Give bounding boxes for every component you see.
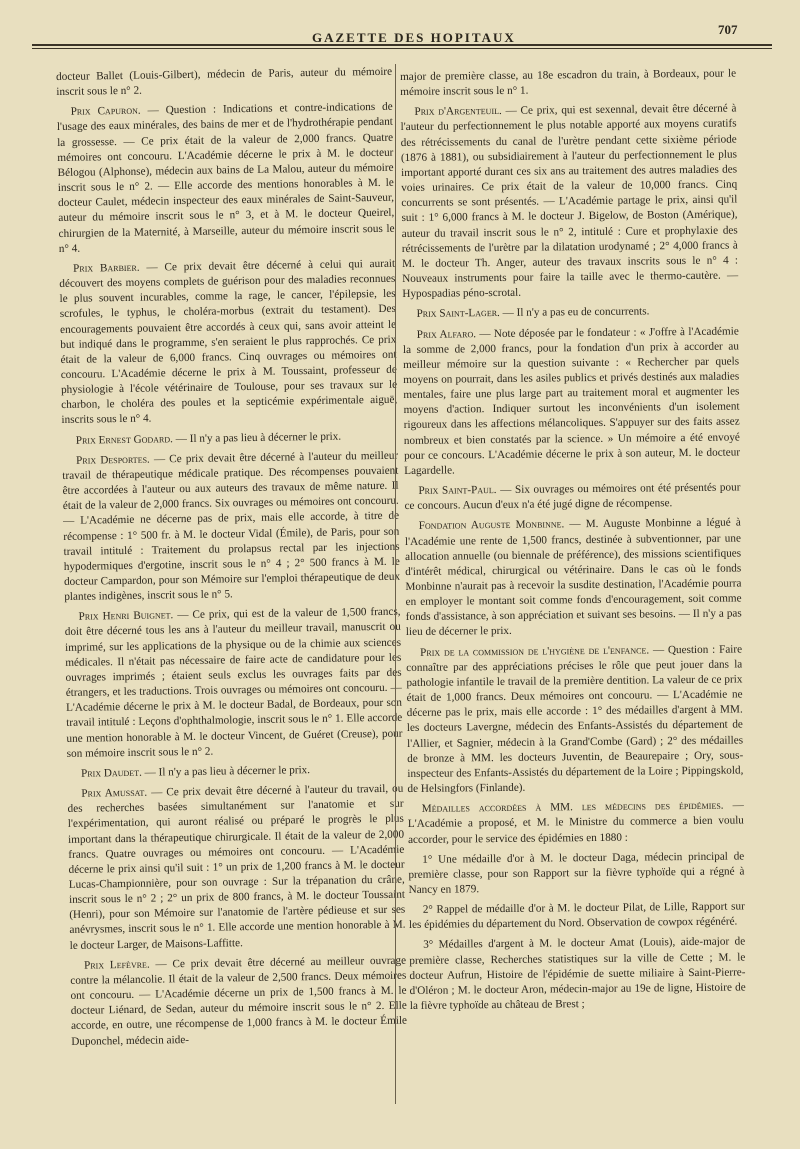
paragraph xyxy=(62,428,398,448)
paragraph xyxy=(57,100,395,257)
paragraph xyxy=(404,481,740,515)
paragraph-lead: Prix Lefèvre. xyxy=(83,958,150,972)
paragraph-text: — Il n'y a pas lieu à décerner le prix. xyxy=(144,763,311,779)
paragraph-lead: Prix Ernest Godard. xyxy=(75,432,173,447)
paragraph xyxy=(409,935,746,1014)
paragraph-text: — Question : Indications et contre-indications de l'usage des eaux minérales, des bains de mer et de l'hydrothérapie pendant la grossesse. — Ce prix était de la valeur de 2,000 francs. Quatre mémoires ont concouru. L'Académie décerne le prix à M. le docteur Bélogou (Alphonse), médecin aux bains de La Malou, auteur du mémoire inscrit sous le n° 2. — Elle accorde des mentions honorables à M. le docteur Caulet, médecin inspecteur des eaux minérales de Saint-Sauveur, auteur du mémoire inscrit sous le n° 3, et à M. le docteur Queirel, chirurgien de la Maternité, à Marseille, auteur du mémoire inscrit sous le n° 4. xyxy=(56,101,395,255)
paragraph-text: — L'Académie a proposé, et M. le Ministre du commerce a bien voulu accorder, pour le service des épidémies en 1880 : xyxy=(407,799,744,846)
paragraph-lead: Prix Saint-Lager. xyxy=(416,307,500,321)
paragraph-lead: Prix Amussat. xyxy=(81,786,148,800)
paragraph xyxy=(64,605,402,762)
paragraph-text: — Il n'y a pas eu de concurrents. xyxy=(502,305,650,320)
paragraph-text: 3° Médailles d'argent à M. le docteur Amat (Louis), aide-major de première classe, Recherches statistiques sur la ville de Cette ; M. le docteur Aufrun, Histoire de l'épidémie de suette miliaire à Saint-Pierre-d'Oléron ; M. le docteur Aron, médecin-major au 19e de ligne, Histoire de la fièvre typhoïde au château de Brest ; xyxy=(409,935,746,1013)
paragraph-lead: Prix Barbier. xyxy=(73,261,140,275)
paragraph-text: — Ce prix devait être décerné au meilleur ouvrage contre la mélancolie. Il était de la valeur de 2,500 francs. Deux mémoires ont concouru. — L'Académie décerne un prix de 1,500 francs à M. le docteur Liénard, de Sedan, auteur du mémoire inscrit sous le n° 2. Elle accorde, en outre, une récompense de 1,000 francs à M. le docteur Émile Duponchel, médecin aide- xyxy=(70,954,408,1048)
paragraph-text: 1° Une médaille d'or à M. le docteur Daga, médecin principal de première classe, pour son Rapport sur la fièvre typhoïde qui a régné à Nancy en 1879. xyxy=(408,850,745,896)
paragraph-lead: Fondation Auguste Monbinne. xyxy=(418,518,565,533)
paragraph xyxy=(67,762,403,782)
paragraph-lead: Prix de la commission de l'hygiène de l'enfance. xyxy=(420,644,650,659)
paragraph-text: — Ce prix devait être décerné à celui qui aurait découvert des moyens complets de guérison pour des maladies reconnues le plus souvent incurables, comme la rage, le cancer, l'épilepsie, les scrofules, le typhus, le choléra-morbus (extrait du testament). Des encouragements pouvaient être accordés à ceux qui, sans avoir atteint le but indiqué dans le programme, s'en seraient le plus rapprochés. Ce prix était de la valeur de 6,000 francs. Cinq ouvrages ou mémoires ont concouru. L'Académie décerne le prix à M. Toussaint, professeur de physiologie à l'école vétérinaire de Toulouse, pour ses travaux sur le charbon, le choléra des poules et la septicémie expérimentale aiguë, inscrits sous le n° 4. xyxy=(59,257,398,427)
paragraph-text: — Ce prix devait être décerné à l'auteur du meilleur travail de thérapeutique médicale pratique. Des récompenses pouvaient être accordées à l'auteur ou aux auteurs des travaux de même nature. Il était de la valeur de 2,000 francs. Six ouvrages ou mémoires ont concouru. — L'Académie ne décerne pas de prix, mais elle accorde, à titre de récompense : 1° 500 fr. à M. le docteur Vidal (Émile), de Paris, pour son travail intitulé : Traitement du prolapsus rectal par les injections hypodermiques d'ergotine, inscrit sous le n° 4 ; 2° 500 francs à M. le docteur Campardon, pour son Mémoire sur l'emploi thérapeutique de deux plantes indigènes, inscrit sous le n° 5. xyxy=(62,449,401,604)
paragraph-text: — Question : Faire connaître par des appréciations précises le rôle que peut jouer dans la pathologie infantile le travail de la première dentition. La valeur de ce prix était de 1,000 francs. Deux mémoires ont concouru. — L'Académie ne décerne pas le prix, mais elle accorde : 1° des médailles d'argent à MM. les docteurs Lavergne, médecin des Enfants-Assistés du département de l'Allier, et Sagnier, médecin à la Grand'Combe (Gard) ; 2° des médailles de bronze à MM. les docteurs Juventin, de Beaurepaire ; Ory, sous-inspecteur des Enfants-Assistés du département de la Loire ; Pippingskold, de Helsingfors (Finlande). xyxy=(406,643,744,795)
left-column xyxy=(56,65,407,1055)
paragraph-text: docteur Ballet (Louis-Gilbert), médecin de Paris, auteur du mémoire inscrit sous le n° 2. xyxy=(56,65,393,99)
paragraph xyxy=(67,782,406,954)
column-divider xyxy=(395,64,396,1104)
header-rule-thin xyxy=(32,48,772,49)
paragraph xyxy=(59,257,398,429)
paragraph xyxy=(403,324,741,479)
paragraph xyxy=(409,900,745,934)
paragraph xyxy=(400,102,738,303)
page-number: 707 xyxy=(718,22,738,37)
paragraph xyxy=(62,448,400,605)
header-rule xyxy=(32,44,772,46)
paragraph xyxy=(402,304,738,323)
paragraph-text: 2° Rappel de médaille d'or à M. le docteur Pilat, de Lille, Rapport sur les épidémies du département du Nord. Observation de cowpox régénéré. xyxy=(408,900,745,932)
paragraph xyxy=(56,65,392,101)
paragraph xyxy=(406,642,744,797)
paragraph-lead: Prix Alfaro. xyxy=(416,327,477,341)
paragraph-lead: Prix Daudet. xyxy=(80,766,142,780)
paragraph-text: — Ce prix devait être décerné à l'auteur du travail, ou des recherches basées simultanément sur l'anatomie et sur l'expérimentation, qui auront réalisé ou préparé le progrès le plus important dans la thérapeutique chirurgicale. Il était de la valeur de 2,000 francs. Quatre ouvrages ou mémoires ont concouru. — L'Académie décerne le prix ainsi qu'il suit : 1° un prix de 1,200 francs à M. le docteur Lucas-Championnière, pour son ouvrage : Sur la trépanation du crâne, inscrit sous le n° 2 ; 2° un prix de 800 francs, à M. le docteur Toussaint (Henri), pour son Mémoire sur l'anatomie de l'artère pédieuse et sur ses anévrysmes, inscrit sous le n° 1. Elle accorde une mention honorable à M. le docteur Larger, de Maisons-Laffitte. xyxy=(67,782,406,952)
paragraph xyxy=(400,66,736,100)
paragraph-text: — Six ouvrages ou mémoires ont été présentés pour ce concours. Aucun d'eux n'a été jugé digne de récompense. xyxy=(404,481,741,513)
paragraph xyxy=(405,516,742,641)
right-column xyxy=(400,66,746,1019)
paragraph-lead: Prix Capuron. xyxy=(70,104,141,119)
paragraph-text: — Ce prix, qui est sexennal, devait être décerné à l'auteur du perfectionnement le plus notable apporté aux moyens curatifs des rétrécissements du canal de l'urètre pendant cette sixième période (1876 à 1881), ou subsidiairement à l'auteur du perfectionnement le plus important apporté durant ces six ans au traitement des autres maladies des voies urinaires. Ce prix était de la valeur de 10,000 francs. Cinq concurrents se sont présentés. — L'Académie partage le prix, ainsi qu'il suit : 1° 6,000 francs à M. le docteur J. Bigelow, de Boston (Amérique), auteur du travail inscrit sous le n° 2, intitulé : Cure et prophylaxie des rétrécissements de l'urètre par la dilatation urodynamé ; 2° 4,000 francs à M. le docteur Th. Anger, auteur des travaux inscrits sous le n° 4 : Nouveaux instruments pour faire la taille avec le thermo-cautère. — Hypospadias péno-scrotal. xyxy=(400,102,739,301)
paragraph-lead: Médailles accordées à MM. les médecins des épidémies. xyxy=(421,799,724,816)
paragraph-lead: Prix Desportes. xyxy=(76,453,150,467)
journal-title: GAZETTE DES HOPITAUX xyxy=(312,30,516,45)
paragraph-text: — Ce prix, qui est de la valeur de 1,500 francs, doit être décerné tous les ans à l'auteur du meilleur travail, manuscrit ou imprimé, sur les applications de la physique ou de la chimie aux sciences médicales. Il n'était pas nécessaire de faire acte de candidature pour les ouvrages imprimés ; étaient seuls exclus les ouvrages faits par des étrangers, et les traductions. Trois ouvrages ou mémoires ont concouru. — L'Académie décerne le prix à M. le docteur Badal, de Bordeaux, pour son travail intitulé : Leçons d'ophthalmologie, inscrit sous le n° 1. Elle accorde une mention honorable à M. le docteur Vincent, de Guéret (Creuse), pour son mémoire inscrit sous le n° 2. xyxy=(64,605,403,760)
paragraph-text: — M. Auguste Monbinne a légué à l'Académie une rente de 1,500 francs, destinée à subventionner, par une allocation annuelle (ou biennale de préférence), des missions scientifiques d'intérêt médical, chirurgical ou vétérinaire. Dans le cas où le fonds Monbinne n'aurait pas à recevoir la susdite destination, l'Académie pourra en employer le montant soit comme fonds d'encouragement, soit comme fonds d'assistance, à son appréciation et suivant ses besoins. — Il n'y a pas lieu de décerner le prix. xyxy=(404,516,742,639)
paragraph xyxy=(408,849,744,898)
paragraph-lead: Prix d'Argenteuil. xyxy=(414,105,502,119)
paragraph xyxy=(70,953,407,1049)
paragraph-lead: Prix Saint-Paul. xyxy=(418,484,497,497)
page-header xyxy=(0,18,800,52)
paragraph-text: — Il n'y a pas lieu à décerner le prix. xyxy=(175,430,342,445)
paragraph xyxy=(408,799,744,848)
paragraph-text: — Note déposée par le fondateur : « J'offre à l'Académie la somme de 2,000 francs, pour la fondation d'un prix à accorder au meilleur mémoire sur la question suivante : « Rechercher par quels moyens on pourrait, dans les asiles publics et privés destinés aux maladies mentales, faire une plus large part au traitement moral et augmenter les moyens d'action. Indiquer surtout les inconvénients d'un isolement rigoureux dans les affections mélancoliques. S'appuyer sur des faits assez nombreux et bien constatés par la science. » Un mémoire a été envoyé pour ce concours. L'Académie décerne le prix à son auteur, M. le docteur Lagardelle. xyxy=(402,324,741,477)
paragraph-text: major de première classe, au 18e escadron du train, à Bordeaux, pour le mémoire inscrit sous le n° 1. xyxy=(400,67,737,99)
paragraph-lead: Prix Henri Buignet. xyxy=(78,609,174,624)
